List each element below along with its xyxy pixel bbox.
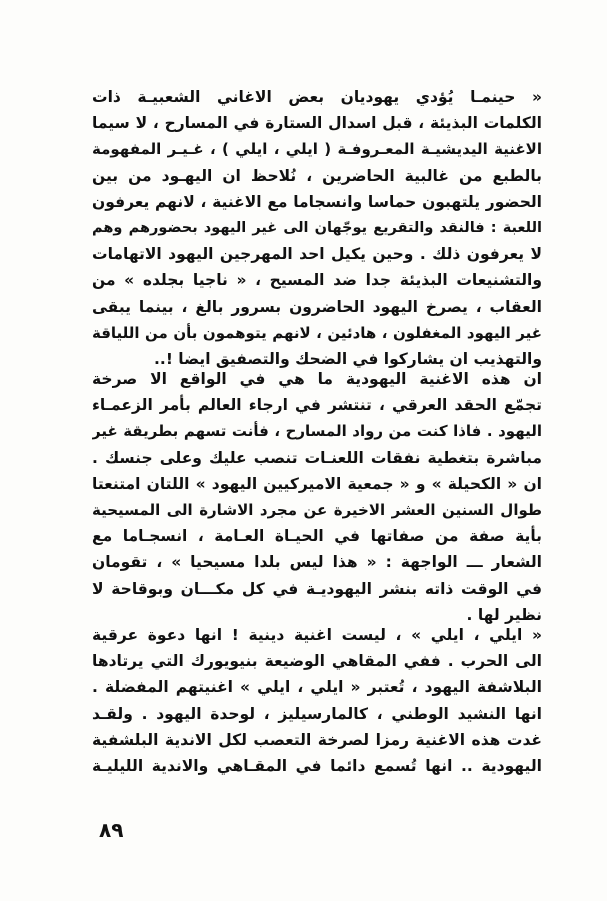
paragraph-1 [92, 84, 542, 372]
page-number: ٨٩ [99, 818, 124, 842]
paragraph-line: البلاشفة اليهود ، تُعتبر « ايلي ، ايلي » اغنيتهم المفضلة . [92, 678, 542, 697]
paragraph-line: في الوقت ذاته بنشر اليهوديـة في كل مكـــان وبوقاحة لا [92, 579, 542, 598]
paragraph-3 [92, 622, 542, 779]
paragraph-line: ان « الكحيلة » و « جمعية الاميركيين اليهود » اللتان امتنعتا [92, 474, 542, 493]
paragraph-line: « ايلي ، ايلي » ، ليست اغنية دينية ! انها دعوة عرقية [92, 626, 542, 644]
paragraph-line: اللعبة : فالنقد والتقريع يوجّهان الى غير اليهود بحضورهم وهم [92, 219, 542, 236]
paragraph-line: طوال السنين العشر الاخيرة عن مجرد الاشارة الى المسيحية [92, 500, 542, 519]
paragraph-line: الشعار ـــ الواجهة : « هذا ليس بلدا مسيحيا » ، تقومان [92, 553, 542, 572]
paragraph-line: الحضور يلتهبون حماسا وانسجاما مع الاغنية ، لانهم يعرفون [92, 192, 542, 211]
paragraph-line: « حينمـا يُؤدي يهوديان بعض الاغاني الشعبيـة ذات [92, 88, 542, 106]
paragraph-line: العقاب ، يصرخ اليهود الحاضرون بسرور بالغ ، بينما يبقى [92, 297, 542, 316]
paragraph-line: اليهودية .. انها تُسمع دائما في المقـاهي والاندية الليليـة [92, 756, 542, 775]
paragraph-line: بأية صفة من صفاتها في الحيـاة العـامة ، انسجـاما مع [92, 527, 542, 546]
paragraph-line: تجمّع الحقد العرقي ، تنتشر في ارجاء العالم بأمر الزعمـاء [92, 396, 542, 415]
paragraph-line: الى الحرب . ففي المقاهي الوضيعة بنيويورك التي يرتادها [92, 652, 542, 671]
paragraph-line: بالطبع من غالبية الحاضرين ، نُلاحظ ان اليهـود من بين [92, 166, 542, 185]
paragraph-line: والتهذيب ان يشاركوا في الضحك والتصفيق ايضا !.. [154, 349, 542, 368]
paragraph-line: لا يعرفون ذلك . وحين يكيل احد المهرجين اليهود الاتهامات [92, 245, 542, 264]
paragraph-line: انها النشيد الوطني ، كالمارسيليز ، لوحدة اليهود . ولقـد [92, 704, 542, 723]
paragraph-line: الاغنية اليديشيـة المعـروفـة ( ايلي ، ايلي ) ، غـيـر المفهومة [92, 140, 542, 159]
paragraph-line: غدت هذه الاغنية رمزا لصرخة التعصب لكل الاندية البلشفية [92, 730, 542, 749]
paragraph-line: مباشرة بتغطية نفقات اللعنـات تنصب عليك وعلى جنسك . [92, 448, 542, 467]
paragraph-line: ان هذه الاغنية اليهودية ما هي في الواقع الا صرخة [92, 370, 542, 388]
paragraph-2 [92, 366, 542, 628]
paragraph-line: غير اليهود المغفلون ، هادئين ، لانهم يتوهمون بأن من اللياقة [92, 323, 542, 342]
paragraph-line: والتشنيعات البذيئة جدا ضد المسيح ، « ناجيا بجلده » من [92, 271, 542, 290]
paragraph-line: نظير لها . [466, 605, 542, 624]
paragraph-line: الكلمات البذيئة ، قبل اسدال الستارة في المسارح ، لا سيما [92, 114, 542, 133]
paragraph-line: اليهود . فاذا كنت من رواد المسارح ، فأنت تسهم بطريقة غير [92, 422, 542, 441]
